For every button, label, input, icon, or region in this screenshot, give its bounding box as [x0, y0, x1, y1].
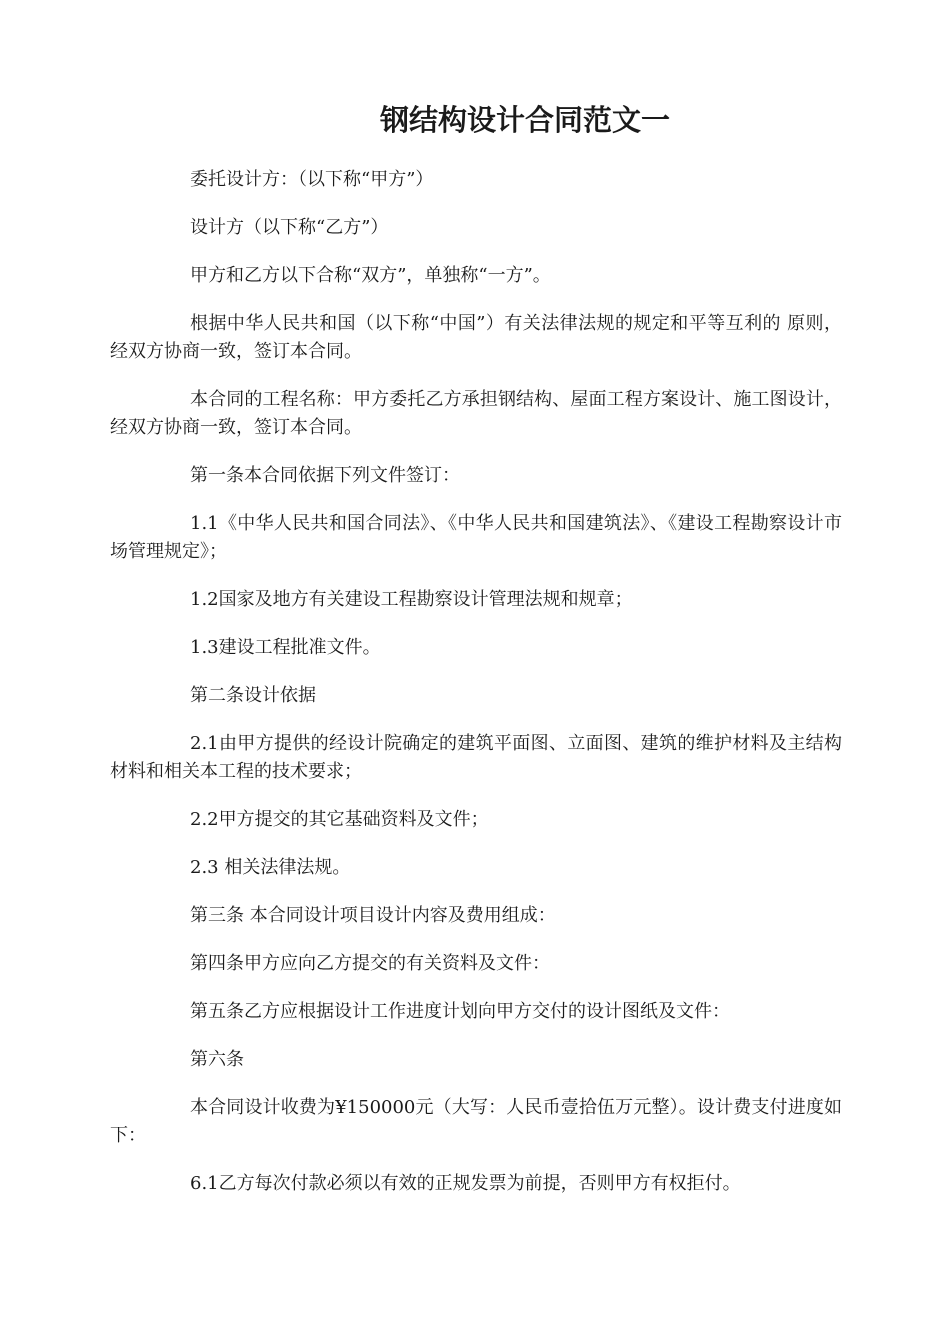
paragraph-2-3: 2.3 相关法律法规。 [190, 857, 351, 878]
paragraph-article-2: 第二条设计依据 [190, 685, 316, 706]
paragraph-fee: 本合同设计收费为¥150000元（大写：人民币壹拾伍万元整）。设计费支付进度如下： [110, 1097, 842, 1146]
paragraph-basis-law: 根据中华人民共和国（以下称“中国”）有关法律法规的规定和平等互利的 原则，经双方协商一致，签订本合同。 [110, 313, 842, 362]
document-body [110, 166, 842, 1218]
document-title: 钢结构设计合同范文一 [379, 103, 670, 137]
paragraph-designer: 设计方（以下称“乙方”） [190, 217, 389, 238]
paragraph-article-5: 第五条乙方应根据设计工作进度计划向甲方交付的设计图纸及文件： [190, 1001, 730, 1022]
paragraph-2-2: 2.2甲方提交的其它基础资料及文件； [190, 809, 489, 830]
paragraph-article-1: 第一条本合同依据下列文件签订： [190, 465, 460, 486]
paragraph-client: 委托设计方：（以下称“甲方”） [190, 169, 434, 190]
paragraph-parties: 甲方和乙方以下合称“双方”，单独称“一方”。 [190, 265, 551, 286]
paragraph-6-1: 6.1乙方每次付款必须以有效的正规发票为前提，否则甲方有权拒付。 [190, 1173, 741, 1194]
paragraph-1-1: 1.1《中华人民共和国合同法》、《中华人民共和国建筑法》、《建设工程勘察设计市场管理规定》； [110, 513, 842, 562]
paragraph-article-3: 第三条 本合同设计项目设计内容及费用组成： [190, 905, 556, 926]
paragraph-article-4: 第四条甲方应向乙方提交的有关资料及文件： [190, 953, 550, 974]
paragraph-article-6: 第六条 [190, 1049, 244, 1070]
paragraph-project-name: 本合同的工程名称：甲方委托乙方承担钢结构、屋面工程方案设计、施工图设计，经双方协商一致，签订本合同。 [110, 389, 842, 438]
paragraph-1-2: 1.2国家及地方有关建设工程勘察设计管理法规和规章； [190, 589, 633, 610]
paragraph-1-3: 1.3建设工程批准文件。 [190, 637, 381, 658]
paragraph-2-1: 2.1由甲方提供的经设计院确定的建筑平面图、立面图、建筑的维护材料及主结构材料和相关本工程的技术要求； [110, 733, 842, 782]
